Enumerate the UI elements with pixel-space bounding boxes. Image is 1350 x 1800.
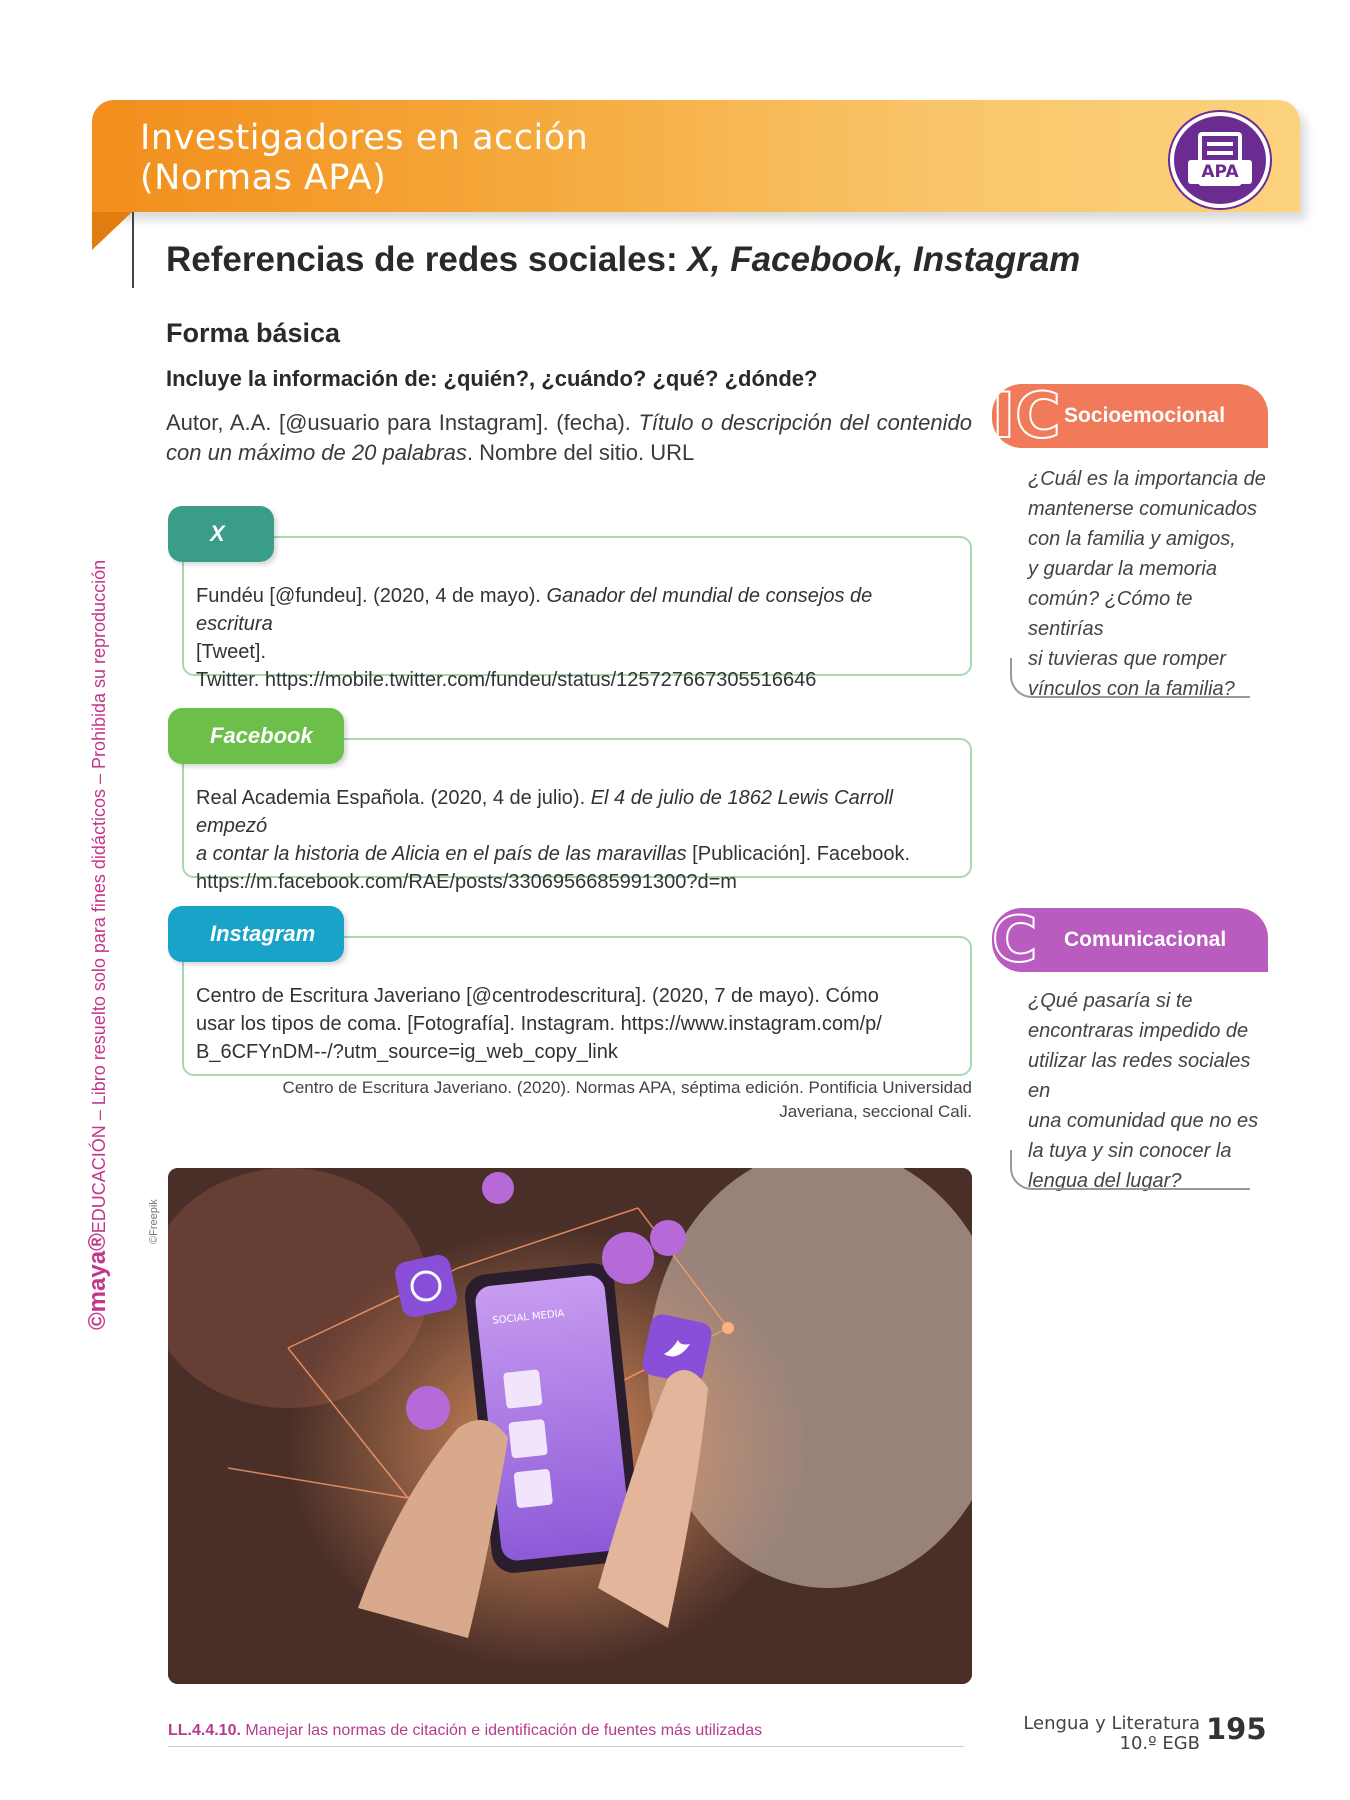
comunicacional-letters: C [992, 903, 1038, 976]
side-line: vínculos con la familia? [1028, 678, 1235, 700]
basic-form-part1: Autor, A.A. [@usuario para Instagram]. (fecha). [166, 410, 639, 435]
skill-code [168, 1722, 762, 1740]
source-note-line2: Javeriana, seccional Cali. [779, 1102, 972, 1121]
comunicacional-frame [1010, 1150, 1250, 1190]
footer-subject [960, 1714, 1200, 1754]
side-line: encontraras impedido de [1028, 1020, 1249, 1042]
maya-brand: ©maya® [84, 1233, 111, 1330]
side-line: ¿Cuál es la importancia de [1028, 468, 1266, 490]
page-number: 195 [1206, 1712, 1267, 1746]
photo-credit: ©Freepik [148, 1199, 160, 1244]
banner-fold [92, 212, 132, 250]
basic-form-text [166, 408, 972, 468]
source-note-line1: Centro de Escritura Javeriano. (2020). Normas APA, séptima edición. Pontificia Universidad [282, 1078, 972, 1097]
socioemocional-heading: Socioemocional [992, 384, 1268, 448]
tab-instagram: Instagram [168, 906, 344, 962]
copyright-strip [84, 560, 112, 1330]
reference-url: Twitter. https://mobile.twitter.com/fundeu/status/125727667305516646 [196, 669, 817, 691]
section-title: Forma básica [166, 318, 341, 348]
reference-lead: Fundéu [@fundeu]. (2020, 4 de mayo). [196, 585, 547, 607]
reference-lead: Real Academia Española. (2020, 4 de julio). [196, 787, 591, 809]
source-note [200, 1076, 972, 1124]
header-title-line1: Investigadores en acción [140, 118, 589, 158]
copyright-text: EDUCACIÓN – Libro resuelto solo para fines didácticos – Prohibida su reproducción [89, 559, 109, 1234]
reference-url: B_6CFYnDM--/?utm_source=ig_web_copy_link [196, 1041, 618, 1063]
reference-line [196, 582, 946, 638]
side-line: una comunidad que no es [1028, 1110, 1259, 1132]
side-line: mantenerse comunicados [1028, 498, 1258, 520]
side-line: común? ¿Cómo te sentirías [1028, 588, 1193, 640]
reference-italic: a contar la historia de Alicia en el país de las maravillas [196, 843, 687, 865]
reference-italic: El 4 de julio de 1862 Lewis Carroll empezó [196, 787, 894, 837]
side-line: con la familia y amigos, [1028, 528, 1236, 550]
side-line: utilizar las redes sociales en [1028, 1050, 1251, 1102]
phone-illustration [168, 1168, 972, 1684]
page-title [166, 240, 1080, 280]
reference-line: usar los tipos de coma. [Fotografía]. Instagram. https://www.instagram.com/p/ [196, 1013, 882, 1035]
reference-url: https://m.facebook.com/RAE/posts/3306956685991300?d=m [196, 871, 737, 893]
side-line: la tuya y sin conocer la [1028, 1140, 1232, 1162]
comunicacional-heading: Comunicacional [992, 908, 1268, 972]
socioemocional-letters: IC [992, 379, 1061, 452]
reference-italic: Ganador del mundial de consejos de escritura [196, 585, 873, 635]
grade-level: 10.º EGB [1119, 1733, 1200, 1754]
tab-x: X [168, 506, 274, 562]
social-media-photo [168, 1168, 972, 1684]
section-header-title [140, 118, 588, 198]
includes-heading: Incluye la información de: ¿quién?, ¿cuándo? ¿qué? ¿dónde? [166, 366, 818, 391]
basic-form-part2: . Nombre del sitio. URL [466, 440, 695, 465]
reference-line [196, 784, 946, 840]
divider-line [132, 212, 134, 288]
page-title-italic: X, Facebook, Instagram [687, 240, 1081, 279]
header-title-line2: (Normas APA) [140, 158, 387, 198]
reference-tail: [Publicación]. Facebook. [686, 843, 911, 865]
side-line: si tuvieras que romper [1028, 648, 1226, 670]
apa-badge [1170, 112, 1270, 208]
basic-form-italic: Título o descripción del contenido con un máximo de 20 palabras [166, 410, 972, 465]
footer-divider [168, 1746, 964, 1747]
reference-line: Centro de Escritura Javeriano [@centrodescritura]. (2020, 7 de mayo). Cómo [196, 985, 879, 1007]
skill-description: Manejar las normas de citación e identificación de fuentes más utilizadas [240, 1722, 763, 1739]
phone-screen-label: SOCIAL MEDIA [491, 1308, 565, 1327]
side-line: lengua del lugar? [1028, 1170, 1182, 1192]
tab-facebook: Facebook [168, 708, 344, 764]
side-line: y guardar la memoria [1028, 558, 1217, 580]
apa-badge-label: APA [1188, 160, 1252, 184]
skill-code-id: LL.4.4.10. [168, 1722, 241, 1739]
reference-box-x [182, 536, 972, 691]
reference-line: [Tweet]. [196, 641, 267, 663]
reference-line [196, 840, 946, 868]
page-title-plain: Referencias de redes sociales: [166, 240, 688, 279]
side-line: ¿Qué pasaría si te [1028, 990, 1193, 1012]
subject-name: Lengua y Literatura [1023, 1713, 1200, 1734]
socioemocional-frame [1010, 658, 1250, 698]
